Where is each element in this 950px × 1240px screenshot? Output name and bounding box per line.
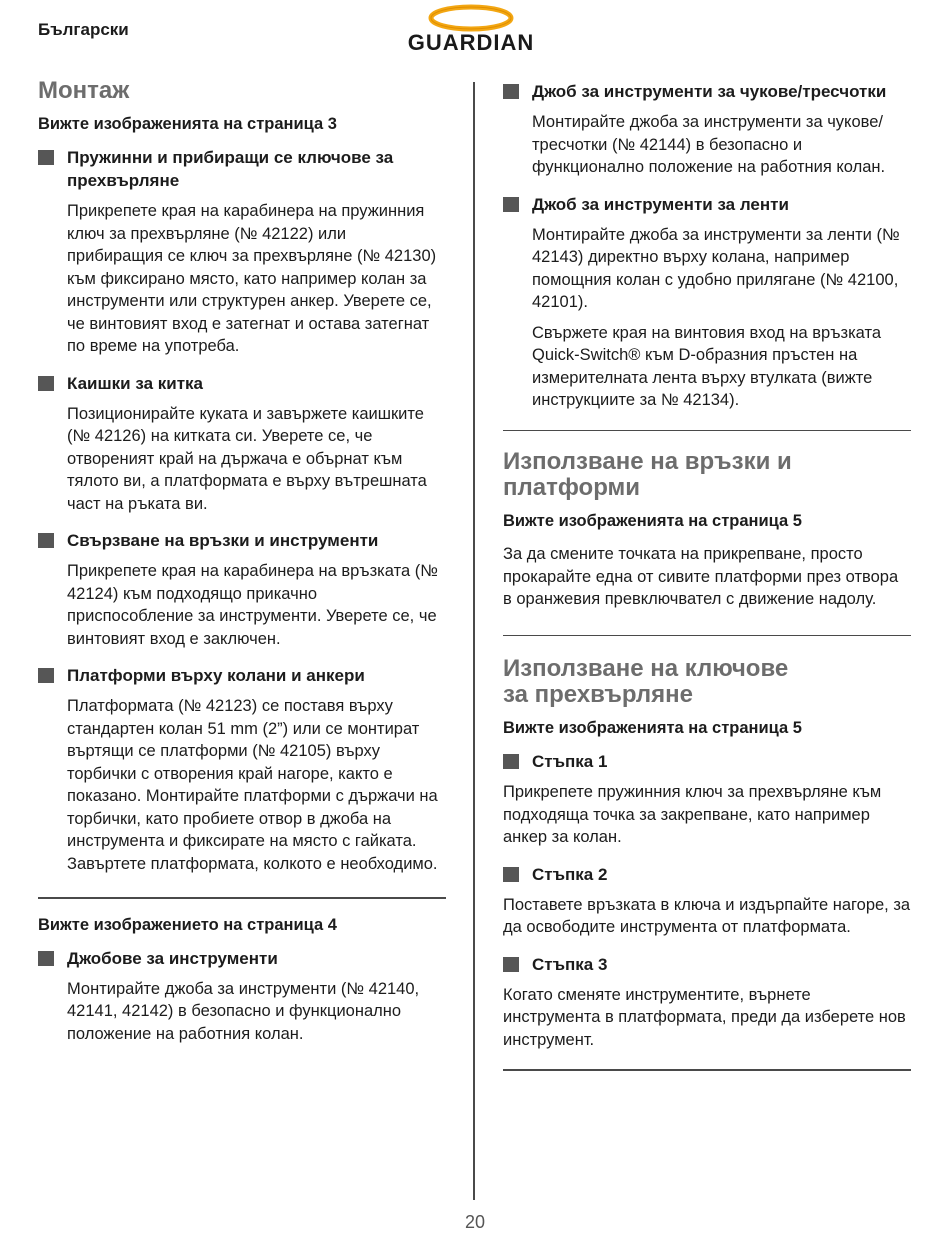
section-title-using-lanyards: Използване на връзки и платформи [503,448,792,501]
item-body: Прикрепете края на карабинера на връзката (№ 42124) към подходящо прикачно приспособление за инструменти. Уверете се, че винтовият вход е заключен. [67,562,438,648]
step-heading: Стъпка 1 [503,750,911,773]
item-tape-pouch [503,193,911,412]
square-bullet-icon [38,376,54,391]
item-heading: Джоб за инструменти за чукове/тресчотки [503,80,911,103]
column-divider [473,82,475,1200]
see-images-note: Вижте изображенията на страница 3 [38,115,337,133]
logo-text: GUARDIAN [407,30,535,55]
item-switch-keys [38,146,446,358]
see-images-note: Вижте изображенията на страница 5 [503,512,802,530]
square-bullet-icon [38,533,54,548]
item-body: Платформата (№ 42123) се поставя върху стандартен колан 51 mm (2”) или се монтират въртящи се платформи (№ 42105) върху торбички с отворения край нагоре, както е показано. Монтирайте платформи с държачи на торбички, като пробиете отвор в джоба на инструмента и фиксирате на място с гайката. Завъртете платформата, колкото е необходимо. [67,697,438,873]
section-divider [38,897,446,899]
section-title-mounting: Монтаж [38,77,130,104]
item-body: Монтирайте джоба за инструменти за чукове/тресчотки (№ 42144) в безопасно и функционално положение на работния колан. [532,113,886,176]
item-body: Монтирайте джоба за инструменти (№ 42140, 42141, 42142) в безопасно и функционално положение на работния колан. [67,979,420,1043]
item-body: Монтирайте джоба за инструменти за ленти (№ 42143) директно върху колана, например помощния колан с удобно прилягане (№ 42100, 42101). [532,225,900,311]
item-platforms [38,664,446,875]
step-body: Прикрепете пружинния ключ за прехвърляне към подходяща точка за закрепване, като например анкер за колан. [503,783,882,846]
section-divider [503,635,911,637]
section-divider [503,430,911,432]
step-2 [503,863,911,939]
language-label: Български [38,20,129,39]
step-body: Когато сменяте инструментите, върнете инструмента в платформата, преди да изберете нов инструмент. [503,985,906,1049]
guardian-logo [385,4,565,54]
page-number: 20 [464,1212,486,1232]
square-bullet-icon [503,754,519,769]
item-heading: Джобове за инструменти [38,947,446,970]
section-divider [503,1069,911,1071]
square-bullet-icon [38,668,54,683]
square-bullet-icon [38,951,54,966]
square-bullet-icon [503,84,519,99]
square-bullet-icon [38,150,54,165]
square-bullet-icon [503,867,519,882]
item-heading: Платформи върху колани и анкери [38,664,446,687]
step-body: Поставете връзката в ключа и издърпайте нагоре, за да освободите инструмента от платформата. [503,895,911,936]
item-body: Прикрепете края на карабинера на пружинния ключ за прехвърляне (№ 42122) или прибиращия се ключ за прехвърляне (№ 42130) към фиксирано място, като например колан за инструменти или структурен анкер. Уверете се, че винтовият вход е затегнат и остава затегнат по време на употреба. [67,202,437,355]
step-heading: Стъпка 3 [503,953,911,976]
item-body-2: Свържете края на винтовия вход на връзката Quick-Switch® към D-образния пръстен на измерителната лента върху втулката (вижте инструкциите за № 42134). [532,323,882,409]
see-images-note-2: Вижте изображението на страница 4 [38,915,337,934]
see-images-note: Вижте изображенията на страница 5 [503,719,802,737]
square-bullet-icon [503,197,519,212]
item-heading: Пружинни и прибиращи се ключове за прехвърляне [38,146,446,192]
item-wrist-straps [38,372,446,516]
item-tool-pouches [38,947,446,1046]
step-3 [503,953,911,1052]
item-heading: Джоб за инструменти за ленти [503,193,911,216]
square-bullet-icon [503,957,519,972]
right-column [503,80,911,1071]
step-1 [503,750,911,849]
item-hammer-pouch [503,80,911,179]
item-connecting-lanyards [38,529,446,650]
left-column [38,76,446,1059]
item-heading: Каишки за китка [38,372,446,395]
section-title-using-keys: Използване на ключове за прехвърляне [503,655,789,708]
section-body: За да смените точката на прикрепване, просто прокарайте една от сивите платформи през отвора в оранжевия превключвател с движение надолу. [503,545,899,608]
item-body: Позиционирайте куката и завържете каишките (№ 42126) на китката си. Уверете се, че отвореният край на държача е обърнат към тялото ви, а платформата е върху вътрешната част на ръката ви. [67,404,427,513]
step-heading: Стъпка 2 [503,863,911,886]
item-heading: Свързване на връзки и инструменти [38,529,446,552]
